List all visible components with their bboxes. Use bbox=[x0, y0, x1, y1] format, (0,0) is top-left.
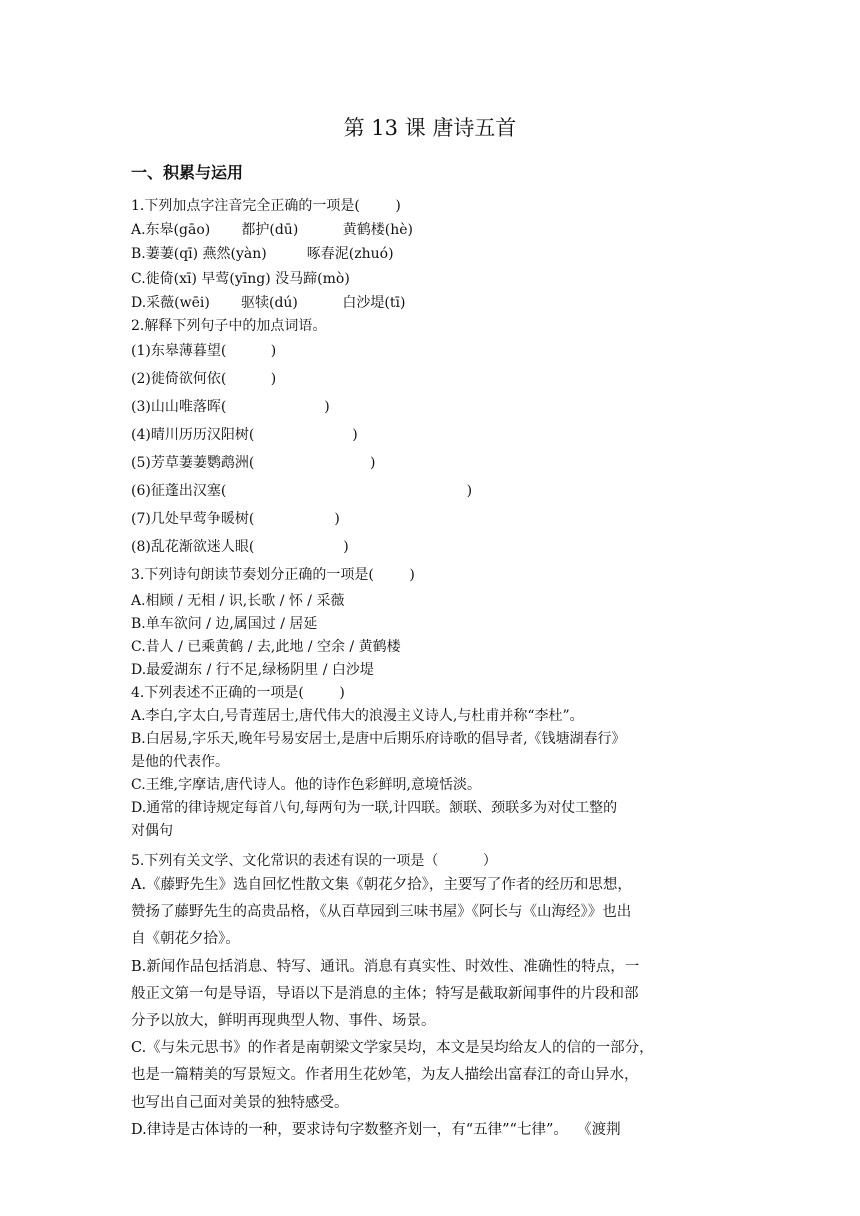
q4-stem: 4.下列表述不正确的一项是( ) bbox=[131, 685, 345, 702]
section-heading: 一、积累与运用 bbox=[131, 163, 244, 182]
q1-stem: 1.下列加点字注音完全正确的一项是( ) bbox=[131, 198, 401, 214]
q2-item-2: (2)徙倚欲何依( ) bbox=[131, 371, 277, 388]
q5-line-1: A.《藤野先生》选自回忆性散文集《朝花夕拾》，主要写了作者的经历和思想， bbox=[131, 877, 632, 893]
q3-option-c: C.昔人 / 已乘黄鹤 / 去,此地 / 空余 / 黄鹤楼 bbox=[131, 639, 401, 656]
q4-option-d: D.通常的律诗规定每首八句,每两句为一联,计四联。颔联、颈联多为对仗工整的 bbox=[131, 800, 618, 817]
q5-line-6: 分予以放大，鲜明再现典型人物、事件、场景。 bbox=[131, 1013, 436, 1030]
q4-option-a: A.李白,字太白,号青莲居士,唐代伟大的浪漫主义诗人,与杜甫并称“李杜”。 bbox=[131, 708, 584, 725]
q1-option-d: D.采薇(wēi) 驱犊(dú) 白沙堤(tī) bbox=[131, 294, 406, 311]
q2-stem: 2.解释下列句子中的加点词语。 bbox=[131, 318, 327, 335]
q5-line-10: D.律诗是古体诗的一种，要求诗句字数整齐划一，有“五律”“七律”。 《渡荆 bbox=[131, 1121, 621, 1138]
question-5 bbox=[131, 850, 743, 1144]
q3-option-d: D.最爱湖东 / 行不足,绿杨阴里 / 白沙堤 bbox=[131, 662, 374, 679]
q5-line-5: 般正文第一句是导语，导语以下是消息的主体；特写是截取新闻事件的片段和部 bbox=[131, 985, 639, 1002]
q4-option-b-cont: 是他的代表作。 bbox=[131, 754, 229, 771]
q5-line-3: 自《朝花夕拾》。 bbox=[131, 931, 240, 948]
q5-line-2: 赞扬了藤野先生的高贵品格，《从百草园到三味书屋》《阿长与《山海经》》也出 bbox=[131, 904, 632, 921]
q2-item-3: (3)山山唯落晖( ) bbox=[131, 399, 330, 416]
q3-option-b: B.单车欲问 / 边,属国过 / 居延 bbox=[131, 616, 318, 633]
lesson-title: 第 13 课 唐诗五首 bbox=[343, 116, 517, 140]
q4-option-b: B.白居易,字乐天,晚年号易安居士,是唐中后期乐府诗歌的倡导者,《钱塘湖春行》 bbox=[131, 731, 626, 748]
q2-item-5: (5)芳草萋萋鹦鹉洲( ) bbox=[131, 455, 376, 472]
q2-item-8: (8)乱花渐欲迷人眼( ) bbox=[131, 539, 349, 556]
q5-line-9: 也写出自己面对美景的独特感受。 bbox=[131, 1094, 349, 1111]
q4-option-c: C.王维,字摩诘,唐代诗人。他的诗作色彩鲜明,意境恬淡。 bbox=[131, 777, 482, 794]
q1-option-a: A.东皋(gāo) 都护(dū) 黄鹤楼(hè) bbox=[131, 222, 414, 239]
q4-option-d-cont: 对偶句 bbox=[131, 823, 173, 840]
q2-item-7: (7)几处早莺争暖树( ) bbox=[131, 511, 340, 528]
q2-item-4: (4)晴川历历汉阳树( ) bbox=[131, 427, 358, 444]
q1-option-b: B.萋萋(qī) 燕然(yàn) 啄春泥(zhuó) bbox=[131, 246, 394, 263]
q3-option-a: A.相顾 / 无相 / 识,长歌 / 怀 / 采薇 bbox=[131, 593, 345, 610]
q2-item-6: (6)征蓬出汉塞( ) bbox=[131, 483, 473, 500]
q2-item-1: (1)东皋薄暮望( ) bbox=[131, 343, 277, 360]
q1-option-c: C.徙倚(xī) 早莺(yīng) 没马蹄(mò) bbox=[131, 270, 350, 287]
q5-stem: 5.下列有关文学、文化常识的表述有误的一项是（ ） bbox=[131, 853, 497, 869]
q3-stem: 3.下列诗句朗读节奏划分正确的一项是( ) bbox=[131, 567, 415, 584]
q5-line-7: C.《与朱元思书》的作者是南朝梁文学家吴均，本文是吴均给友人的信的一部分， bbox=[131, 1040, 654, 1057]
q5-line-8: 也是一篇精美的写景短文。作者用生花妙笔，为友人描绘出富春江的奇山异水， bbox=[131, 1067, 639, 1084]
q5-line-4: B.新闻作品包括消息、特写、通讯。消息有真实性、时效性、准确性的特点，一 bbox=[131, 958, 640, 975]
questions-1-4 bbox=[131, 194, 743, 843]
